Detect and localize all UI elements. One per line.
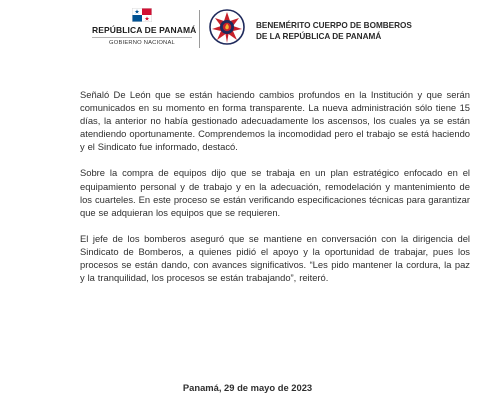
place-and-date: Panamá, 29 de mayo de 2023 <box>182 382 313 393</box>
government-logo-block <box>92 8 197 46</box>
press-release-body <box>80 88 470 297</box>
government-title: REPÚBLICA DE PANAMÁ <box>92 25 192 38</box>
paragraph-1: Señaló De León que se están haciendo cambios profundos en la Institución y que serán comunicados en su momento en forma transparente. La nueva administración sólo tiene 15 días, la anterior no había gestionado adecuadamente los ascensos, los cuales ya se están atendiendo oportunamente. Comprendemos la incomodidad pero el trabajo se está haciendo y el Sindicato fue informado, destacó. <box>80 89 470 153</box>
government-subtitle: GOBIERNO NACIONAL <box>109 40 175 46</box>
header-divider <box>199 10 200 48</box>
panama-flag-icon <box>132 8 152 22</box>
institution-name-line-2: DE LA REPÚBLICA DE PANAMÁ <box>256 32 382 41</box>
institution-name <box>256 20 412 42</box>
letterhead <box>0 0 495 62</box>
paragraph-3: El jefe de los bomberos aseguró que se mantiene en conversación con la dirigencia del Sindicato de Bomberos, a quienes pidió el apoyo y la oportunidad de trabajar, pues los procesos se están dando, con avances significativos. “Les pido mantener la cordura, la paz y la tranquilidad, los procesos se están trabajando”, reiteró. <box>80 232 470 284</box>
firefighters-emblem-icon <box>209 9 245 45</box>
paragraph-2: Sobre la compra de equipos dijo que se trabaja en un plan estratégico enfocado en el equipamiento personal y de trabajo y en la adecuación, remodelación y mantenimiento de los cuarteles. En este proceso se están verificando especificaciones técnicas para garantizar que se adquieran los equipos que se requieren. <box>80 167 470 218</box>
institution-name-line-1: BENEMÉRITO CUERPO DE BOMBEROS <box>256 21 412 30</box>
